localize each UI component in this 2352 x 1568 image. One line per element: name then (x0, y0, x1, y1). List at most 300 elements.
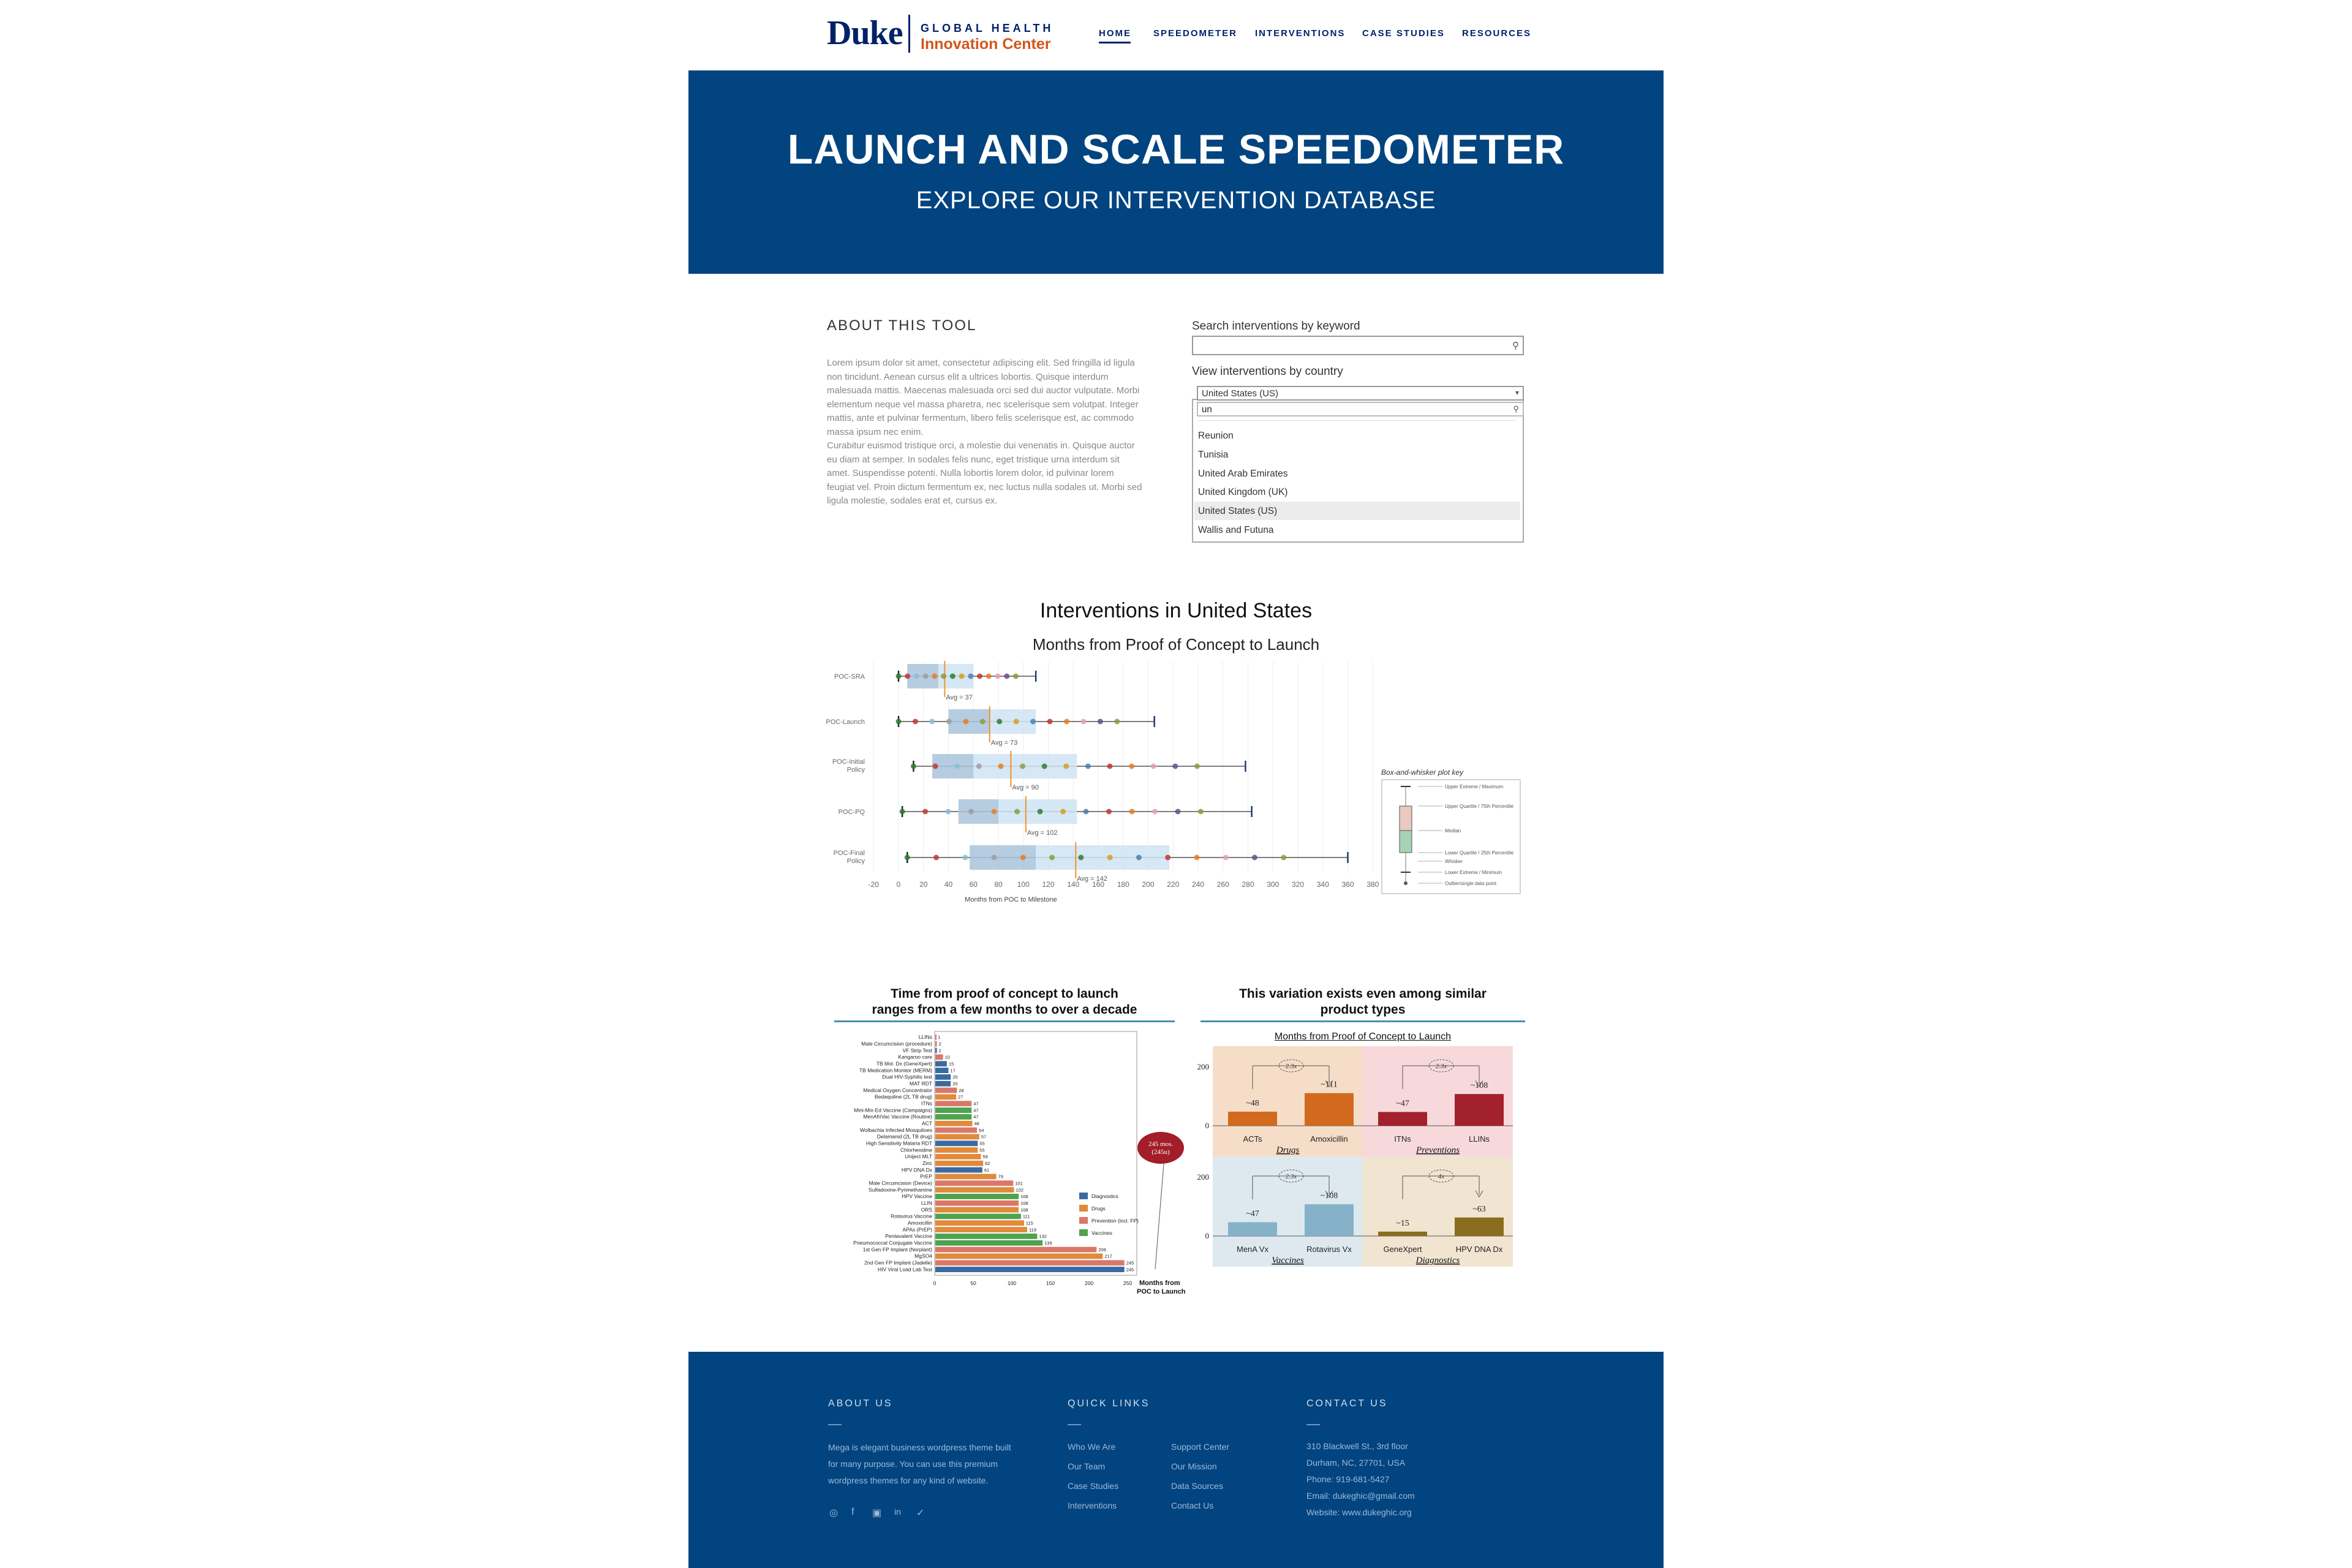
country-option[interactable]: Reunion (1198, 431, 1234, 441)
contact-address: 310 Blackwell St., 3rd floor (1306, 1441, 1408, 1451)
panel-category-label: LLINs (1469, 1134, 1490, 1144)
panel-y-tick: 200 (1197, 1062, 1209, 1071)
bar-value-label: 20 (952, 1074, 958, 1080)
bar-category-label: Zinc (922, 1159, 932, 1166)
data-point (1084, 809, 1089, 815)
x-tick-label: 80 (994, 880, 1003, 889)
bar-category-label: Chlorhexidine (900, 1147, 932, 1153)
panel-bar (1378, 1112, 1427, 1126)
bar (935, 1114, 971, 1120)
bar (935, 1074, 951, 1080)
bars-title-rule (834, 1020, 1175, 1022)
nav-active-underline (1099, 42, 1131, 43)
bar-category-label: Bedaquiline (2L TB drug) (874, 1093, 932, 1100)
search-icon[interactable]: ⚲ (1512, 341, 1519, 351)
boxkey-label: Upper Extreme / Maximum (1445, 784, 1504, 790)
about-tool-title: ABOUT THIS TOOL (827, 317, 977, 334)
twitter-icon[interactable]: ✓ (916, 1508, 925, 1518)
data-point (992, 809, 997, 815)
bar-value-label: 139 (1044, 1240, 1052, 1246)
search-icon: ⚲ (1513, 404, 1519, 413)
data-point (980, 719, 986, 725)
bars-title-2: ranges from a few months to over a decade (872, 1003, 1137, 1017)
interventions-title: Interventions in United States (1039, 599, 1313, 622)
contact-website[interactable]: Website: www.dukeghic.org (1306, 1507, 1412, 1517)
bar-category-label: Medical Oxygen Concentrator (863, 1087, 932, 1093)
data-point (959, 674, 965, 679)
panel-value-label: ~48 (1246, 1098, 1259, 1108)
panel-value-label: ~47 (1246, 1209, 1259, 1219)
bar-value-label: 17 (950, 1068, 956, 1074)
data-point (950, 674, 956, 679)
data-point (997, 719, 1002, 725)
data-point (1098, 719, 1103, 725)
data-point (913, 719, 918, 725)
category-label: POC-Final (833, 850, 865, 857)
bar (935, 1247, 1096, 1253)
panel-category-label: GeneXpert (1383, 1245, 1422, 1254)
bar-category-label: APAs (PrEP) (902, 1226, 932, 1233)
category-label-cont: Policy (846, 766, 865, 774)
bar-category-label: MAT RDT (910, 1080, 932, 1087)
panel-bar (1455, 1094, 1504, 1126)
x-tick-label: 200 (1142, 880, 1155, 889)
bar (935, 1035, 937, 1040)
panel-y-tick: 0 (1205, 1121, 1209, 1130)
data-point (1172, 764, 1178, 769)
bar-category-label: Pneumococcal Conjugate Vaccine (853, 1239, 932, 1246)
data-point (1063, 764, 1069, 769)
data-point (976, 764, 982, 769)
data-point (946, 719, 952, 725)
callout-pointer (1155, 1164, 1164, 1269)
category-label: POC-SRA (834, 673, 865, 680)
data-point (1014, 719, 1019, 725)
ratio-label: 2.3x (1285, 1063, 1297, 1070)
footer-link[interactable]: Case Studies (1068, 1481, 1119, 1491)
bars-title-1: Time from proof of concept to launch (891, 987, 1118, 1001)
nav-interventions[interactable]: INTERVENTIONS (1255, 28, 1346, 39)
footer-about-line: for many purpose. You can use this premium (828, 1459, 998, 1469)
footer-contact-title: CONTACT US (1306, 1398, 1388, 1409)
x-tick-label: 280 (1242, 880, 1254, 889)
bar (935, 1240, 1042, 1246)
bar-value-label: 62 (985, 1160, 990, 1166)
logo-divider (908, 15, 910, 53)
country-label: View interventions by country (1192, 365, 1343, 378)
data-point (905, 674, 910, 679)
bar-legend-label: Prevention (incl. FP) (1091, 1218, 1139, 1224)
boxkey-legend (1381, 779, 1522, 895)
bar-category-label: 2nd Gen FP Implant (Jadelle) (864, 1259, 932, 1266)
data-point (1106, 809, 1112, 815)
contact-email[interactable]: Email: dukeghic@gmail.com (1306, 1491, 1415, 1501)
bar (935, 1174, 997, 1180)
bar-value-label: 27 (958, 1094, 963, 1100)
data-point (1020, 764, 1025, 769)
box-lower (970, 845, 1036, 870)
country-option-selected[interactable]: United States (US) (1198, 506, 1278, 516)
bar (935, 1214, 1021, 1219)
footer-divider (1306, 1424, 1320, 1425)
x-axis-label: Months from POC to Milestone (965, 896, 1057, 903)
footer-link[interactable]: Our Team (1068, 1461, 1106, 1471)
bar-legend-swatch (1079, 1229, 1088, 1236)
footer-about-title: ABOUT US (828, 1398, 893, 1409)
data-point (933, 764, 938, 769)
data-point (962, 855, 968, 861)
country-select[interactable] (1197, 386, 1524, 401)
data-point (1252, 855, 1257, 861)
bar-category-label: MgSO4 (914, 1253, 932, 1259)
bar-value-label: 101 (1015, 1180, 1023, 1186)
country-option[interactable]: United Kingdom (UK) (1198, 487, 1288, 497)
boxkey-label: Outlier/single data point (1445, 881, 1497, 886)
bar-x-tick: 100 (1007, 1280, 1017, 1286)
bar-x-tick: 0 (933, 1280, 937, 1286)
bar-value-label: 2 (938, 1047, 941, 1054)
bar-category-label: PrEP (920, 1173, 932, 1180)
country-option[interactable]: Wallis and Futuna (1198, 525, 1274, 535)
boxkey-outlier (1404, 881, 1408, 885)
about-line: amet. Suspendisse potenti. Nulla lobortis lorem dolor, id pulvinar lorem (827, 468, 1114, 478)
about-line: mattis, ante et pulvinar fermentum, libero felis scelerisque est, ac commodo (827, 413, 1134, 423)
callout-text: (245u) (1152, 1148, 1170, 1156)
callout-text: 245 mos. (1148, 1140, 1174, 1148)
bar-value-label: 119 (1028, 1227, 1036, 1233)
about-line: elementum neque vel massa pharetra, nec scelerisque sem volutpat. Integer (827, 399, 1139, 410)
bar-x-tick: 200 (1084, 1280, 1094, 1286)
bar (935, 1147, 978, 1153)
nav-speedometer[interactable]: SPEEDOMETER (1153, 28, 1238, 39)
about-line: ligula molestie, sodales erat et, cursus ex. (827, 496, 998, 506)
data-point (896, 719, 902, 725)
footer-link[interactable]: Support Center (1171, 1442, 1229, 1452)
bar-category-label: TB Mol. Dx (GeneXpert) (876, 1060, 932, 1067)
facebook-icon[interactable]: f (851, 1507, 854, 1517)
bar-category-label: Male Circumcision (procedure) (861, 1040, 932, 1047)
country-selected: United States (US) (1202, 388, 1279, 399)
data-point (922, 809, 928, 815)
data-point (992, 855, 997, 861)
data-point (1047, 719, 1053, 725)
boxkey-label: Lower Quartile / 25th Percentile (1445, 850, 1514, 856)
data-point (1194, 855, 1199, 861)
data-point (911, 764, 916, 769)
boxkey-label: Lower Extreme / Minimum (1445, 870, 1502, 875)
bar-value-label: 108 (1020, 1200, 1028, 1206)
data-point (1165, 855, 1170, 861)
bar (935, 1154, 981, 1159)
category-label: POC-PQ (838, 809, 865, 816)
bar (935, 1267, 1125, 1272)
bar-value-label: 59 (982, 1154, 988, 1160)
average-label: Avg = 90 (1012, 784, 1039, 791)
contact-city: Durham, NC, 27701, USA (1306, 1458, 1406, 1468)
data-point (1107, 764, 1112, 769)
bar-value-label: 55 (979, 1147, 985, 1153)
panel-value-label: ~108 (1470, 1081, 1488, 1091)
panel-value-label: ~108 (1320, 1191, 1338, 1201)
bar-category-label: ORS (921, 1206, 932, 1213)
data-point (977, 674, 982, 679)
x-tick-label: -20 (868, 880, 879, 889)
bar-legend-swatch (1079, 1217, 1088, 1224)
bar-x-tick: 150 (1046, 1280, 1055, 1286)
bar-category-label: VF Strip Test (902, 1047, 932, 1054)
bar-value-label: 20 (952, 1080, 958, 1087)
bar-category-label: High Sensitivity Malaria RDT (865, 1140, 932, 1147)
bar-category-label: Kangaroo care (898, 1054, 932, 1060)
data-point (933, 855, 939, 861)
bar-category-label: Uniject MLT (905, 1153, 932, 1160)
box-upper (1036, 845, 1169, 870)
linkedin-icon[interactable]: in (894, 1507, 901, 1517)
data-point (1078, 855, 1084, 861)
data-point (1129, 764, 1134, 769)
data-point (1198, 809, 1204, 815)
bar-value-label: 2 (938, 1041, 941, 1047)
panel-value-label: ~47 (1396, 1099, 1409, 1109)
logo-duke[interactable]: Duke (827, 14, 903, 52)
bar (935, 1207, 1019, 1213)
bar-category-label: MenAfriVac Vaccine (Routine) (863, 1114, 932, 1120)
bar-x-label: POC to Launch (1137, 1288, 1186, 1295)
panel-y-tick: 0 (1205, 1231, 1209, 1240)
bar-category-label: Delamanid (2L TB drug) (876, 1133, 932, 1140)
bar (935, 1041, 937, 1047)
bar-category-label: HIV Viral Load Lab Test (878, 1266, 932, 1273)
bar-category-label: 1st Gen FP Implant (Norplant) (862, 1246, 932, 1253)
callout-bubble (1137, 1132, 1184, 1164)
bar-value-label: 10 (944, 1054, 950, 1060)
data-point (1223, 855, 1229, 861)
x-tick-label: 160 (1091, 880, 1105, 889)
panel-y-tick: 200 (1197, 1172, 1209, 1182)
about-line: Curabitur euismod tristique orci, a molestie dui venenatis in. Quisque auctor (827, 440, 1135, 451)
keyword-label: Search interventions by keyword (1192, 320, 1360, 333)
data-point (1129, 809, 1135, 815)
panel-bar (1305, 1093, 1354, 1126)
nav-case-studies[interactable]: CASE STUDIES (1362, 28, 1445, 39)
bar-value-label: 54 (979, 1127, 984, 1133)
footer-link[interactable]: Our Mission (1171, 1461, 1217, 1471)
data-point (1080, 719, 1086, 725)
x-tick-label: 220 (1167, 880, 1180, 889)
bar-category-label: Wolbachia Infected Mosquitoes (860, 1126, 932, 1133)
footer-about-line: Mega is elegant business wordpress theme built (828, 1442, 1011, 1452)
data-point (1281, 855, 1286, 861)
x-tick-label: 40 (944, 880, 953, 889)
data-point (941, 674, 946, 679)
data-point (946, 809, 951, 815)
data-point (998, 764, 1003, 769)
keyword-search-input[interactable] (1192, 336, 1524, 355)
box-upper (990, 709, 1036, 734)
bar (935, 1180, 1013, 1186)
logo-global-health: GLOBAL HEALTH (921, 22, 1054, 34)
data-point (1114, 719, 1120, 725)
panel-category-label: Rotavirus Vx (1306, 1245, 1352, 1254)
data-point (995, 674, 1001, 679)
panel-category-label: MenA Vx (1236, 1245, 1269, 1254)
footer-about-line: wordpress themes for any kind of website. (828, 1476, 989, 1485)
footer-contact-text (1306, 1438, 1415, 1521)
data-point (1042, 764, 1047, 769)
bar (935, 1167, 982, 1173)
data-point (1085, 764, 1091, 769)
bar (935, 1055, 943, 1060)
footer-link[interactable]: Interventions (1068, 1501, 1117, 1510)
panels-title-rule (1200, 1020, 1525, 1022)
bar (935, 1048, 937, 1054)
about-line: malesuada mattis. Maecenas malesuada orci sed dui auctor vulputate. Morbi (827, 385, 1140, 396)
bar (935, 1128, 977, 1133)
ratio-label: 2.3x (1285, 1173, 1297, 1180)
ratio-label: 2.3x (1435, 1063, 1447, 1070)
bar (935, 1254, 1102, 1259)
data-point (1152, 809, 1158, 815)
panel-bar (1378, 1232, 1427, 1236)
bar (935, 1234, 1037, 1239)
data-point (923, 674, 929, 679)
data-point (986, 674, 992, 679)
x-tick-label: 340 (1316, 880, 1329, 889)
bar (935, 1260, 1125, 1265)
bar-category-label: HPV Vaccine (902, 1193, 932, 1200)
country-filter-value: un (1202, 404, 1212, 415)
data-point (963, 719, 968, 725)
instagram-icon[interactable]: ▣ (872, 1508, 882, 1518)
dribbble-icon[interactable]: ◎ (829, 1508, 838, 1518)
data-point (1004, 674, 1009, 679)
data-point (896, 674, 902, 679)
panel-group-label: Diagnostics (1415, 1256, 1460, 1265)
country-option[interactable]: United Arab Emirates (1198, 469, 1288, 479)
bar (935, 1227, 1027, 1232)
bar-x-label: Months from (1139, 1280, 1180, 1287)
bar-category-label: Sulfadoxine-Pyrimethamine (869, 1186, 932, 1193)
bar-value-label: 47 (973, 1101, 979, 1107)
footer-link[interactable]: Contact Us (1171, 1501, 1214, 1510)
panel-bar (1228, 1112, 1277, 1126)
bar (935, 1068, 948, 1073)
category-label-cont: Policy (846, 858, 865, 865)
x-tick-label: 260 (1216, 880, 1229, 889)
bar-value-label: 61 (984, 1167, 990, 1173)
data-point (900, 809, 905, 815)
bar-value-label: 79 (998, 1174, 1003, 1180)
footer-link[interactable]: Who We Are (1068, 1442, 1116, 1452)
bar-category-label: TB Medication Monitor (MERM) (859, 1067, 932, 1074)
x-tick-label: 380 (1366, 880, 1379, 889)
x-tick-label: 320 (1291, 880, 1305, 889)
bar-value-label: 57 (981, 1134, 987, 1140)
bar (935, 1220, 1024, 1226)
bar-value-label: 1 (938, 1035, 941, 1041)
bar (935, 1134, 979, 1140)
nav-resources[interactable]: RESOURCES (1462, 28, 1532, 39)
data-point (1013, 674, 1019, 679)
footer-divider (828, 1424, 842, 1425)
hero-title: LAUNCH AND SCALE SPEEDOMETER (787, 126, 1565, 173)
x-tick-label: 20 (919, 880, 928, 889)
contact-phone[interactable]: Phone: 919-681-5427 (1306, 1474, 1390, 1484)
bar (935, 1194, 1019, 1199)
bar-category-label: ITNs (921, 1100, 932, 1107)
panel-group-label: Preventions (1415, 1145, 1460, 1155)
about-tool-text (827, 356, 1170, 508)
bar-category-label: LLIN (921, 1199, 932, 1206)
bar-legend-label: Vaccines (1091, 1230, 1112, 1236)
average-label: Avg = 102 (1027, 829, 1058, 837)
data-point (1038, 809, 1043, 815)
bar-category-label: LLINs (918, 1034, 932, 1041)
bar-value-label: 55 (979, 1140, 985, 1147)
boxkey-label: Whisker (1445, 859, 1463, 864)
panels-title-2: product types (1320, 1003, 1406, 1017)
data-point (968, 809, 974, 815)
bar (935, 1200, 1019, 1206)
dropdown-scroll-hint (1198, 420, 1517, 424)
bar-value-label: 108 (1020, 1207, 1028, 1213)
bar (935, 1101, 971, 1106)
data-point (1014, 809, 1020, 815)
bar-legend-label: Diagnostics (1091, 1193, 1118, 1199)
boxkey-upper (1400, 806, 1412, 831)
bar (935, 1187, 1014, 1193)
data-point (968, 674, 973, 679)
bar-x-tick: 250 (1123, 1280, 1133, 1286)
boxkey-label: Upper Quartile / 75th Percentile (1445, 804, 1514, 809)
bar-value-label: 102 (1016, 1187, 1024, 1193)
average-label: Avg = 73 (990, 739, 1018, 747)
footer-link[interactable]: Data Sources (1171, 1481, 1223, 1491)
data-point (1020, 855, 1026, 861)
data-point (914, 674, 919, 679)
nav-home[interactable]: HOME (1099, 28, 1131, 39)
bar-value-label: 115 (1025, 1220, 1033, 1226)
country-filter-input[interactable] (1197, 402, 1524, 417)
boxkey-title: Box-and-whisker plot key (1381, 768, 1464, 777)
bar (935, 1140, 978, 1146)
country-option[interactable]: Tunisia (1198, 450, 1229, 460)
bar-value-label: 245 (1126, 1267, 1134, 1273)
data-point (932, 674, 937, 679)
bar-value-label: 28 (959, 1087, 964, 1093)
box-lower (932, 754, 973, 778)
category-label: POC-Launch (826, 718, 865, 726)
panel-group-label: Vaccines (1272, 1256, 1304, 1265)
bar-category-label: Amoxicillin (907, 1219, 932, 1226)
bar (935, 1121, 972, 1126)
bar (935, 1161, 983, 1166)
bar (935, 1107, 971, 1113)
bar-category-label: Pentavalent Vaccine (885, 1233, 932, 1240)
data-point (1175, 809, 1180, 815)
bar-value-label: 209 (1098, 1246, 1106, 1253)
about-line: feugiat vel. Proin dictum fermentum ex, nec luctus nulla sodales ut. Morbi sed (827, 481, 1142, 492)
bar (935, 1095, 956, 1100)
chevron-down-icon[interactable]: ▾ (1515, 388, 1519, 397)
bar (935, 1081, 951, 1087)
bar-legend-swatch (1079, 1205, 1088, 1212)
about-line: eu diam at semper. In sodales felis nunc, eget tristique urna interdum sit (827, 454, 1120, 465)
data-point (1136, 855, 1142, 861)
bar-category-label: Male Circumcision (Device) (869, 1180, 932, 1186)
product-type-panels (1197, 1046, 1525, 1291)
boxkey-lower (1400, 831, 1412, 853)
